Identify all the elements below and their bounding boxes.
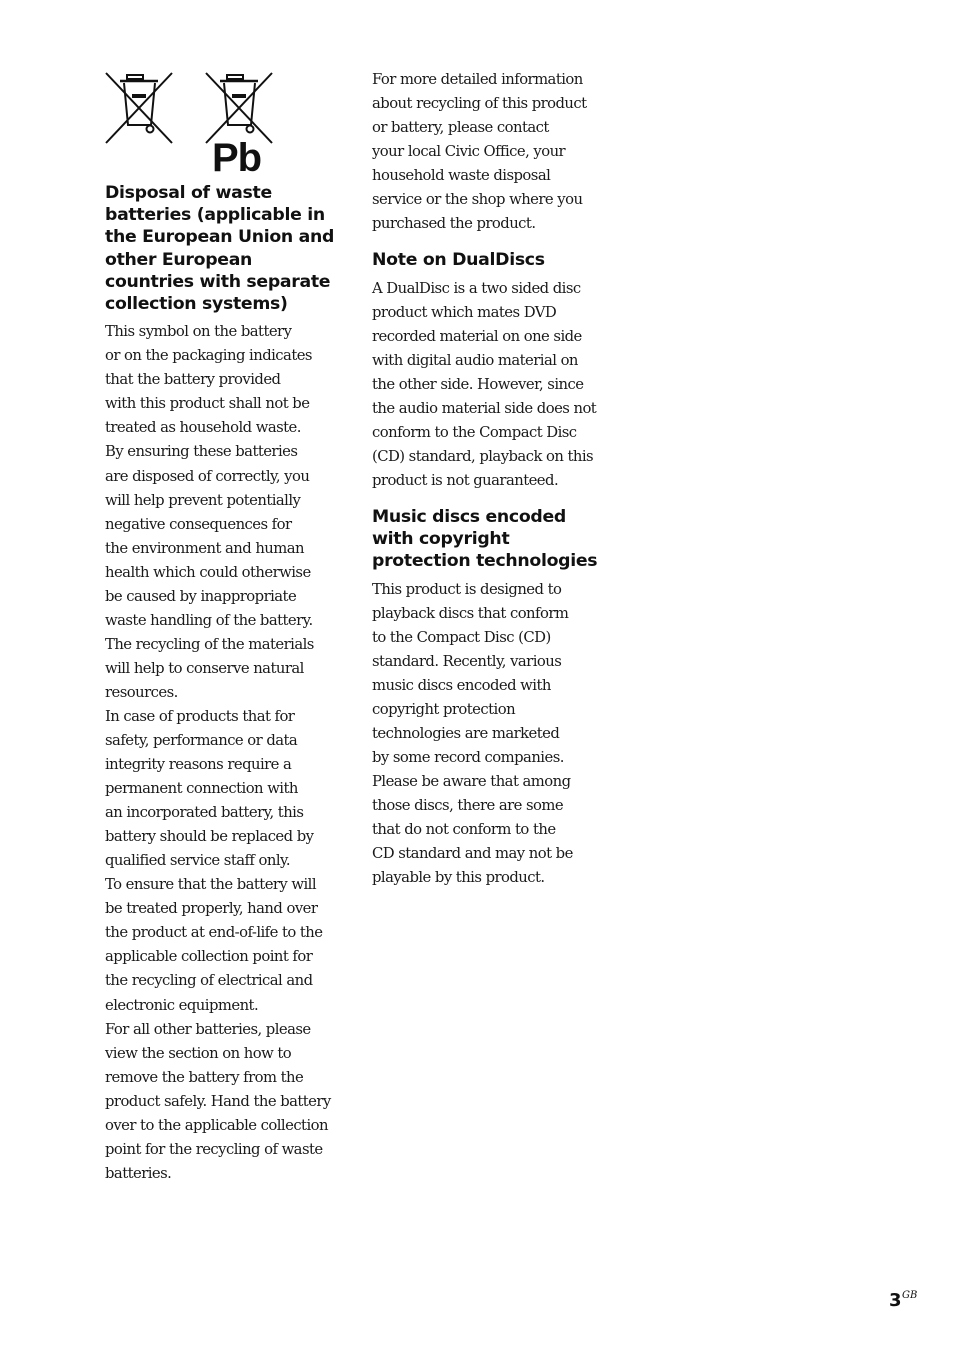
battery-paragraph: By ensuring these batteries are disposed of correctly, you will help prevent potentially negative consequences for the environment and human health which could otherwise be caused by inappropriate waste handling of the battery. The recycling of the materials will help to conserve natural resources. — [105, 443, 314, 701]
battery-disposal-heading: Disposal of waste batteries (applicable in the European Union and other European countries with separate collection systems) — [105, 183, 335, 315]
battery-paragraph: To ensure that the battery will be treated properly, hand over the product at end-of-life to the applicable collection point for the recycling of electrical and electronic equipment. — [105, 876, 323, 1014]
page-region-code: GB — [902, 1290, 918, 1301]
battery-paragraph: This symbol on the battery or on the packaging indicates that the battery provided with this product shall not be treated as household waste. — [105, 323, 312, 437]
copyright-discs-paragraph: This product is designed to playback discs that conform to the Compact Disc (CD) standard. Recently, various music discs encoded with copyright protection technologies are marketed by some record companies. Please be aware that among those discs, there are some that do not conform to the CD standard and may not be playable by this product. — [372, 580, 573, 887]
recycling-symbols — [105, 70, 345, 182]
lead-chemical-symbol: Pb — [212, 136, 262, 180]
crossed-out-wheeled-bin-icon — [205, 72, 273, 144]
crossed-out-wheeled-bin-icon — [105, 72, 173, 144]
right-column — [372, 68, 612, 890]
page-number: 3 — [889, 1290, 902, 1311]
dualdisc-heading: Note on DualDiscs — [372, 250, 545, 271]
battery-paragraph: In case of products that for safety, performance or data integrity reasons require a permanent connection with an incorporated battery, this battery should be replaced by qualified service staff only. — [105, 707, 314, 870]
recycling-info-paragraph: For more detailed information about recycling of this product or battery, please contact your local Civic Office, your household waste disposal service or the shop where you purchased the product. — [372, 71, 587, 233]
dualdisc-paragraph: A DualDisc is a two sided disc product which mates DVD recorded material on one side with digital audio material on the other side. However, since the audio material side does not conform to the Compact Disc (CD) standard, playback on this product is not guaranteed. — [372, 279, 597, 489]
copyright-discs-heading: Music discs encoded with copyright protection technologies — [372, 506, 598, 572]
left-column — [105, 70, 345, 1186]
battery-paragraph: For all other batteries, please view the section on how to remove the battery from the product safely. Hand the battery over to the applicable collection point for the recycling of waste batteries. — [105, 1020, 331, 1182]
